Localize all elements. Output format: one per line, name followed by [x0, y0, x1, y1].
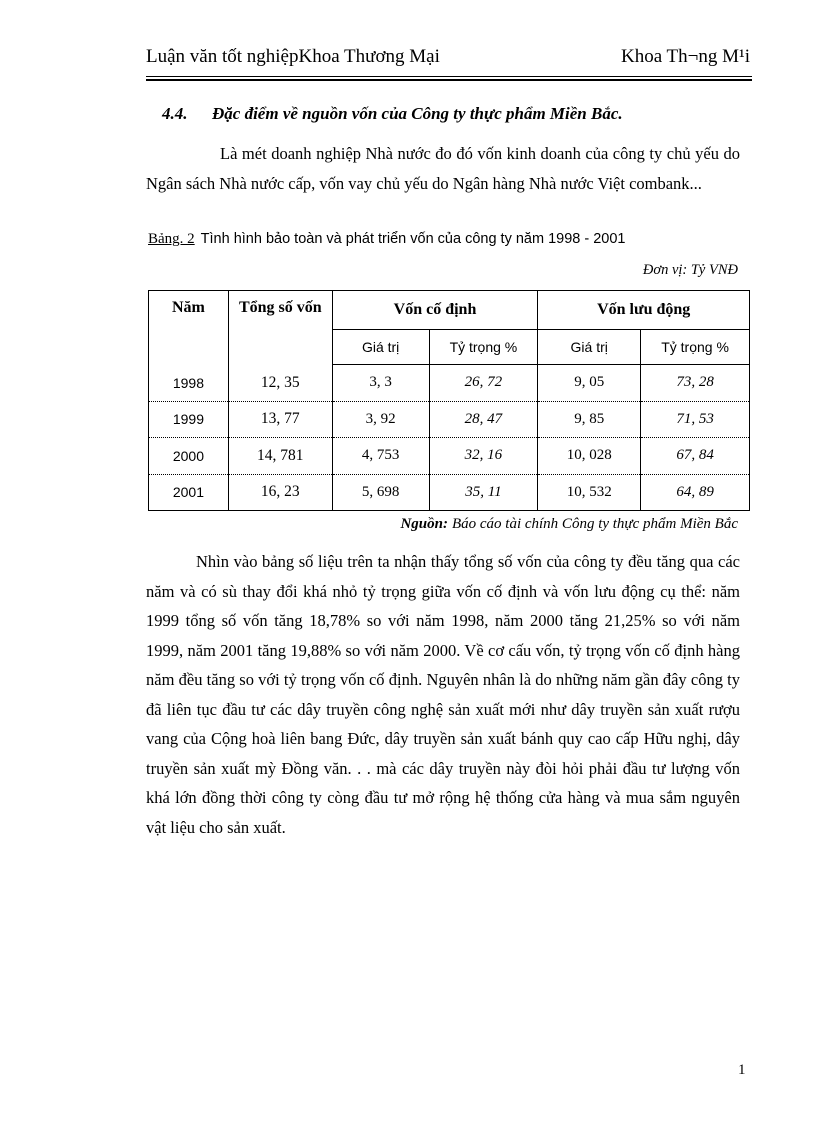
cell-total: 14, 781 — [228, 438, 332, 475]
cell-fixed-value: 4, 753 — [332, 438, 429, 475]
cell-working-share: 64, 89 — [641, 474, 750, 511]
cell-working-value: 9, 05 — [538, 365, 641, 402]
cell-year: 1999 — [149, 401, 229, 438]
cell-working-share: 73, 28 — [641, 365, 750, 402]
cell-fixed-share: 35, 11 — [429, 474, 538, 511]
cell-working-value: 10, 028 — [538, 438, 641, 475]
source-text: Báo cáo tài chính Công ty thực phẩm Miền Bắc — [451, 516, 738, 532]
cell-working-share: 67, 84 — [641, 438, 750, 475]
cell-year: 2000 — [149, 438, 229, 475]
header-fixed-capital: Vốn cố định — [332, 291, 538, 330]
cell-fixed-value: 3, 92 — [332, 401, 429, 438]
header-working-value: Giá trị — [538, 330, 641, 365]
cell-fixed-value: 5, 698 — [332, 474, 429, 511]
unit-note: Đơn vị: Tỷ VNĐ — [642, 262, 738, 278]
page-number: 1 — [738, 1062, 746, 1078]
table-row — [149, 401, 750, 438]
table-caption-label: Bảng. 2 — [148, 231, 195, 247]
cell-working-value: 9, 85 — [538, 401, 641, 438]
table-row — [149, 474, 750, 511]
paragraph-analysis: Nhìn vào bảng số liệu trên ta nhận thấy tổng số vốn của công ty đều tăng qua các năm và có sù thay đổi khá nhỏ tỷ trọng giữa vốn cố định và vốn lưu động cụ thể: năm 1999 tổng số vốn tăng 18,78% so với năm 1998, năm 2000 tăng 21,25% so với năm 1999, năm 2001 tăng 19,88% so với năm 2000. Về cơ cấu vốn, tỷ trọng vốn cố định hàng năm đều tăng so với tỷ trọng vốn cố định. Nguyên nhân là do những năm gần đây công ty đã liên tục đầu tư các dây truyền công nghệ sản xuất mới như dây truyền sản xuất rượu vang của Cộng hoà liên bang Đức, dây truyền sản xuất bánh quy cao cấp Hữu nghị, dây truyền sản xuất mỳ Đồng văn. . . mà các dây truyền này đòi hỏi phải đầu tư lượng vốn khá lớn đồng thời công ty còng đầu tư mở rộng hệ thống cửa hàng và mua sắm nguyên vật liệu cho sản xuất. — [146, 552, 740, 837]
cell-fixed-value: 3, 3 — [332, 365, 429, 402]
page-header — [146, 46, 750, 76]
cell-year: 1998 — [149, 365, 229, 402]
table-row — [149, 438, 750, 475]
table-caption-text: Tình hình bảo toàn và phát triển vốn của công ty năm 1998 - 2001 — [200, 231, 626, 247]
header-year: Năm — [149, 291, 229, 365]
cell-total: 16, 23 — [228, 474, 332, 511]
cell-fixed-share: 26, 72 — [429, 365, 538, 402]
table-caption — [148, 231, 626, 248]
header-rule-thick — [146, 79, 752, 81]
section-title: Đặc điểm về nguồn vốn của Công ty thực phẩm Miền Bắc. — [212, 104, 623, 123]
paragraph-intro: Là mét doanh nghiệp Nhà nước đo đó vốn kinh doanh của công ty chủ yếu do Ngân sách Nhà nước cấp, vốn vay chủ yếu do Ngân hàng Nhà nước Việt combank... — [146, 144, 740, 193]
header-working-share: Tỷ trọng % — [641, 330, 750, 365]
table-source — [400, 516, 738, 533]
cell-total: 12, 35 — [228, 365, 332, 402]
section-number: 4.4. — [162, 104, 188, 123]
cell-working-value: 10, 532 — [538, 474, 641, 511]
cell-fixed-share: 32, 16 — [429, 438, 538, 475]
header-working-capital: Vốn lưu động — [538, 291, 750, 330]
header-fixed-share: Tỷ trọng % — [429, 330, 538, 365]
header-total-capital: Tổng số vốn — [228, 291, 332, 365]
cell-year: 2001 — [149, 474, 229, 511]
source-label: Nguồn: — [400, 516, 448, 532]
section-heading — [162, 104, 623, 124]
header-left-text: Luận văn tốt nghiệpKhoa Thương Mại — [146, 46, 440, 67]
header-right-text: Khoa Th¬ng M¹i — [620, 46, 750, 67]
header-rule — [146, 76, 752, 77]
cell-total: 13, 77 — [228, 401, 332, 438]
cell-fixed-share: 28, 47 — [429, 401, 538, 438]
capital-table — [148, 290, 750, 511]
cell-working-share: 71, 53 — [641, 401, 750, 438]
header-fixed-value: Giá trị — [332, 330, 429, 365]
table-row — [149, 365, 750, 402]
